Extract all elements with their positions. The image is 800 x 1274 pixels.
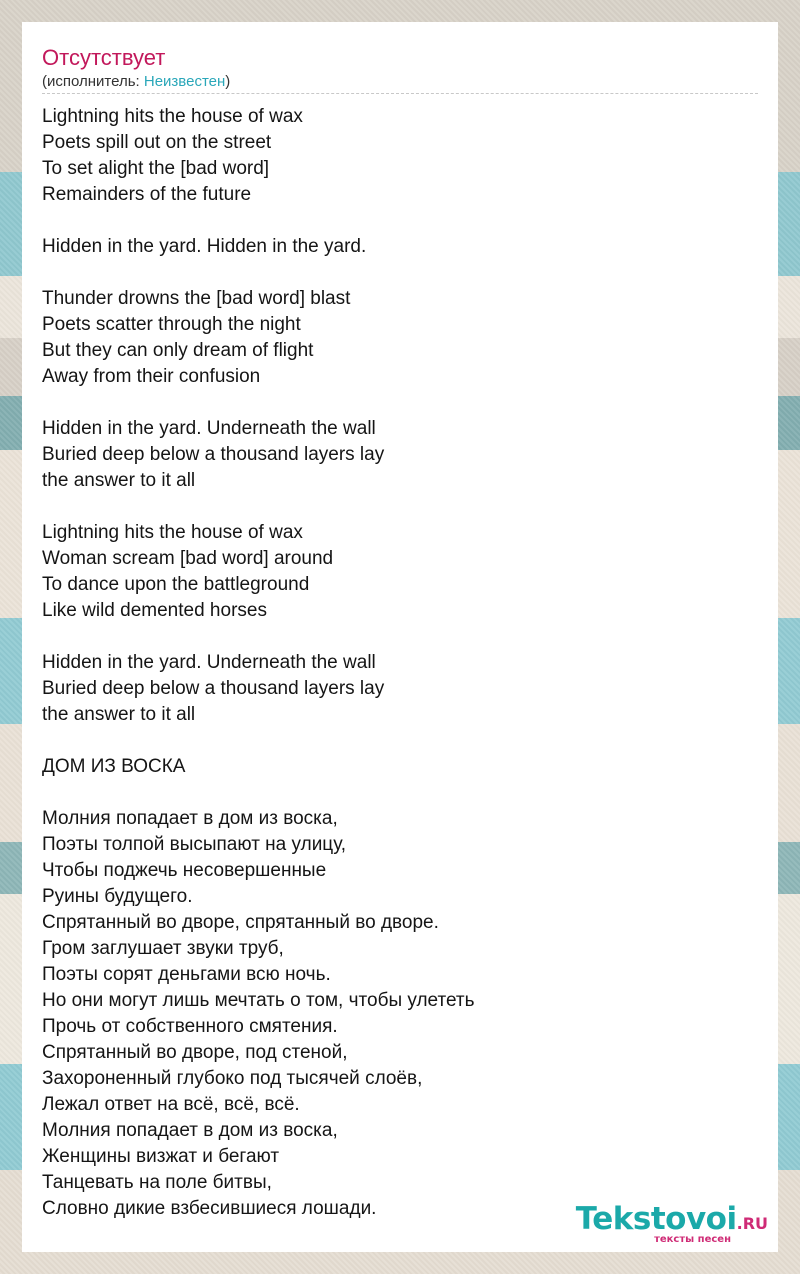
site-logo[interactable] [558,1202,768,1246]
lyrics-card [22,22,778,1252]
song-title: Отсутствует [42,45,166,70]
logo-tagline: тексты песен [654,1234,731,1245]
logo-name: Tekstovoi [575,1201,737,1237]
artist-prefix: (исполнитель: [42,73,144,90]
artist-line [42,73,230,91]
title-divider [42,93,758,94]
lyrics-text: Lightning hits the house of wax Poets spill out on the street To set alight the [bad word] Remainders of the future Hidden in the yard. Hidden in the yard. Thunder drowns the [bad word] blast Poets scatter through the night But they can only dream of flight Away from their confusion Hidden in the yard. Underneath the wall Buried deep below a thousand layers lay the answer to it all Lightning hits the house of wax Woman scream [bad word] around To dance upon the battleground Like wild demented horses Hidden in the yard. Underneath the wall Buried deep below a thousand layers lay the answer to it all ДОМ ИЗ ВОСКА Молния попадает в дом из воска, Поэты толпой высыпают на улицу, Чтобы поджечь несовершенные Руины будущего. Спрятанный во дворе, спрятанный во дворе. Гром заглушает звуки труб, Поэты сорят деньгами всю ночь. Но они могут лишь мечтать о том, чтобы улететь Прочь от собственного смятения. Спрятанный во дворе, под стеной, Захороненный глубоко под тысячей слоёв, Лежал ответ на всё, всё, всё. Молния попадает в дом из воска, Женщины визжат и бегают Танцевать на поле битвы, Словно дикие взбесившиеся лошади. [42,106,475,1219]
artist-link[interactable]: Неизвестен [143,73,226,90]
artist-suffix: ) [225,73,231,90]
logo-tld: .RU [736,1214,768,1233]
